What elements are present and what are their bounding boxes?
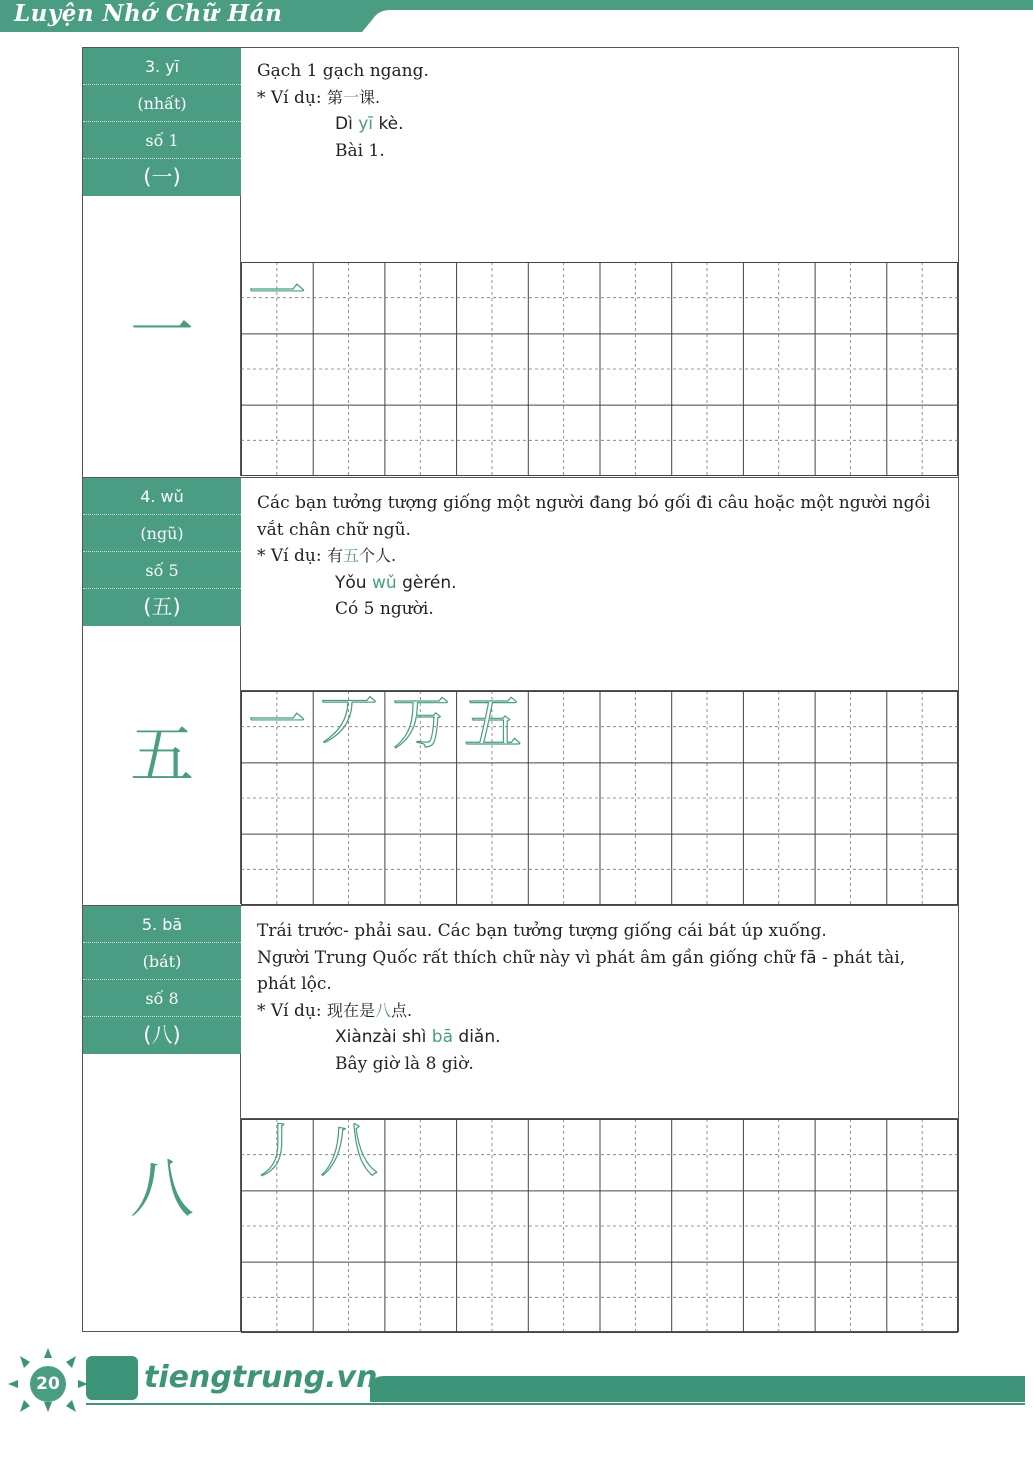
desc-text: - phát tài, [816,947,906,968]
example-highlight: 五 [343,546,360,565]
example-pre: 第 [327,87,344,107]
desc-line: vắt chân chữ ngũ. [257,519,411,540]
side-column [83,48,241,476]
char-number: 4. wǔ [83,478,241,515]
char-meaning: số 5 [83,552,241,589]
side-column [83,478,241,904]
example-line [257,543,930,570]
stroke-order-3: 万 [391,689,450,757]
stroke-order-1: 一 [247,260,306,328]
desc-line: Gạch 1 gạch ngang. [257,61,429,81]
stroke-order-1: 一 [247,689,306,757]
pinyin-highlight: yī [358,114,374,134]
example-post: 点. [391,1000,413,1020]
example-post: 课. [359,87,381,107]
example-highlight: 一 [343,87,360,107]
desc-line [257,945,905,972]
example-line [257,998,905,1025]
brand-logo-text: tiengtrung.vn [144,1360,378,1395]
char-meaning: số 8 [83,980,241,1017]
translation-line: Bài 1. [335,140,385,161]
large-character: 五 [130,719,194,793]
pinyin-pre: Dì [335,114,353,134]
character-section-ba [83,905,958,1332]
pinyin-line [257,111,429,138]
practice-grid [241,262,958,476]
example-line [257,85,429,112]
translation-line: Bây giờ là 8 giờ. [335,1053,474,1074]
large-character: 一 [130,295,194,369]
desc-line: phát lộc. [257,974,332,994]
char-paren: (一) [143,165,181,189]
stroke-order-4: 五 [463,689,522,757]
pinyin-post: gèrén. [402,572,457,593]
desc-text: Người Trung Quốc rất thích chữ này vì phát âm gần giống chữ [257,947,795,968]
book-title: Luyện Nhớ Chữ Hán [14,0,283,27]
example-pre: 现在是 [327,1000,376,1020]
description [257,490,930,623]
info-box [83,478,241,626]
char-meaning: số 1 [83,122,241,159]
char-hanviet: (ngũ) [83,515,241,552]
info-box [83,906,241,1054]
desc-line: Trái trước- phải sau. Các bạn tưởng tượng giống cái bát úp xuống. [257,921,827,941]
example-highlight: 八 [375,1000,392,1020]
pinyin-highlight: wǔ [371,572,397,593]
example-label: * Ví dụ: [257,546,322,566]
stroke-order-2: 丆 [319,689,378,757]
pinyin-pre: Xiànzài shì [335,1027,427,1047]
desc-line: Các bạn tưởng tượng giống một người đang bó gối đi câu hoặc một người ngồi [257,493,931,513]
page-number: 20 [30,1366,66,1402]
page-frame [82,47,959,1332]
pinyin-line [257,570,930,597]
info-box [83,48,241,196]
char-hanviet: (nhất) [83,85,241,122]
example-label: * Ví dụ: [257,87,322,108]
top-banner [0,0,1033,34]
translation-line: Có 5 người. [335,599,434,619]
stroke-order-2: 八 [319,1117,378,1185]
char-number: 3. yī [83,48,241,85]
side-column [83,906,241,1332]
character-section-yi [83,48,958,476]
practice-grid [241,690,958,905]
char-paren: (八) [143,1023,181,1047]
character-section-wu [83,477,958,904]
example-pre: 有 [327,546,344,565]
pinyin-pre: Yǒu [335,572,367,593]
large-character: 八 [130,1153,194,1227]
practice-grid [241,1118,958,1333]
pinyin-post: kè. [378,114,404,134]
description [257,918,905,1077]
description [257,58,429,164]
example-post: 个人. [359,546,397,565]
char-number: 5. bā [83,906,241,943]
pinyin-post: diǎn. [458,1027,501,1047]
stroke-order-1: 丿 [247,1117,306,1185]
pinyin-fa: fā [800,947,817,968]
pinyin-highlight: bā [431,1027,454,1047]
example-label: * Ví dụ: [257,1000,322,1021]
grid-lines [241,262,958,476]
pinyin-line [257,1024,905,1051]
char-paren: (五) [143,595,181,619]
char-hanviet: (bát) [83,943,241,980]
